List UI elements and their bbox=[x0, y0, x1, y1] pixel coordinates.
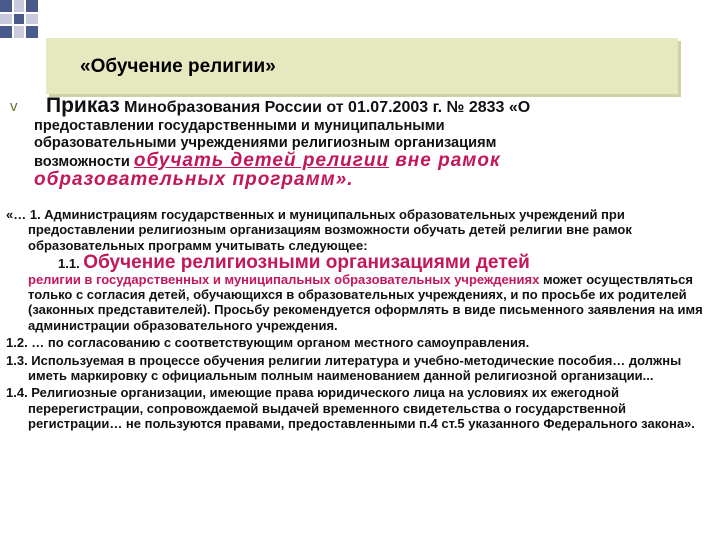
deco-square-1 bbox=[0, 0, 12, 12]
deco-square-6 bbox=[26, 14, 38, 24]
order-date: от 01.07.2003 г. № 2833 «О bbox=[321, 99, 531, 116]
order-line-5: образовательных программ». bbox=[34, 169, 354, 190]
main-text bbox=[6, 205, 706, 432]
slide-title: «Обучение религии» bbox=[80, 56, 276, 77]
point-1-2: 1.2. … по согласованию с соответствующим органом местного самоуправления. bbox=[6, 335, 530, 351]
order-head: Приказ bbox=[46, 94, 120, 117]
point-1-3: 1.3. Используемая в процессе обучения религии литература и учебно-методические пособия… должны иметь маркировку с официальным полным наименованием данной религиозной организации... bbox=[6, 352, 682, 384]
deco-square-5 bbox=[14, 14, 24, 24]
bullet-icon: v bbox=[10, 98, 18, 115]
order-line-4-red2: вне рамок bbox=[389, 150, 501, 171]
order-line-4-red: обучать детей религии bbox=[133, 150, 390, 171]
deco-square-2 bbox=[14, 0, 24, 12]
deco-square-3 bbox=[26, 0, 38, 12]
point-1-1-title: Обучение религиозными организациями детей bbox=[83, 252, 530, 274]
point-1-1-red: религии в государственных и муниципальных образовательных учреждениях bbox=[28, 271, 540, 287]
deco-square-9 bbox=[26, 26, 38, 38]
point-1-1-head bbox=[6, 252, 706, 274]
order-ministry: Минобразования России bbox=[119, 99, 322, 116]
deco-square-8 bbox=[14, 26, 24, 38]
order-block bbox=[6, 94, 706, 188]
deco-square-7 bbox=[0, 26, 12, 38]
para-intro: «… 1. Администрациям государственных и муниципальных образовательных учреждений при предоставлении религиозным организациям возможности обучать детей религии вне рамок образовательных программ учитывать следующее: bbox=[6, 207, 632, 253]
order-body bbox=[34, 118, 706, 188]
deco-square-4 bbox=[0, 14, 12, 24]
point-1-4: 1.4. Религиозные организации, имеющие права юридического лица на условиях их ежегодной перерегистрации, сопровождаемой выдачей временного свидетельства о государственной регистрации… не пользуются правами, предоставленными п.4 ст.5 указанного Федерального закона». bbox=[6, 385, 695, 432]
point-1-1-body bbox=[6, 272, 706, 334]
order-line-3: образовательными учреждениями религиозным организациям bbox=[34, 135, 497, 151]
point-1-1-rest: может осуществляться только с согласия детей, обучающихся в образовательных учреждениях, и по просьбе их родителей (законных представителей). Просьбу рекомендуется оформлять в виде письменного заявления на имя администрации образовательного учреждения. bbox=[28, 271, 703, 333]
point-1-1-number: 1.1. bbox=[58, 256, 84, 272]
order-line-2: предоставлении государственными и муниципальными bbox=[34, 118, 445, 134]
order-line-1 bbox=[46, 94, 706, 118]
order-line-4-plain: возможности bbox=[34, 154, 134, 170]
